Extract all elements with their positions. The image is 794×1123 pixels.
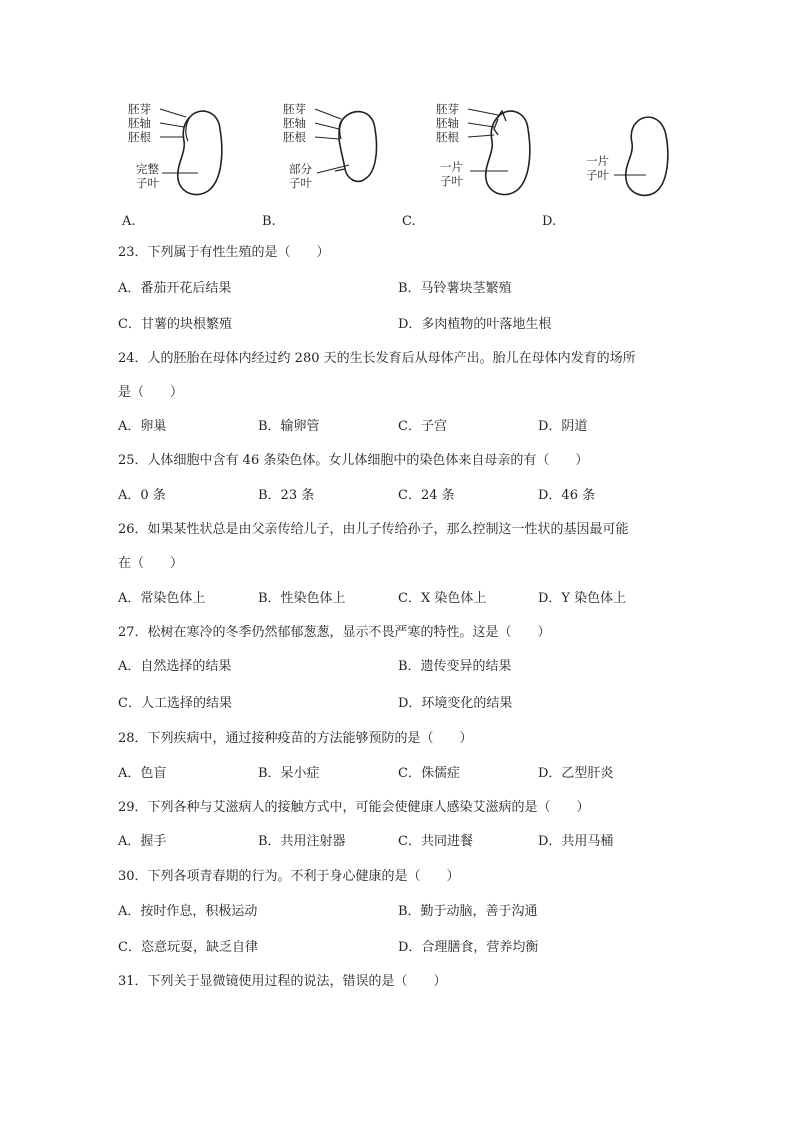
q23-option-b[interactable]: B．马铃薯块茎繁殖: [398, 281, 512, 296]
figure-option-c[interactable]: C.: [402, 214, 416, 229]
figure-option-d[interactable]: D.: [542, 214, 557, 229]
q27-option-a[interactable]: A．自然选择的结果: [118, 659, 232, 674]
label-hypocotyl: 胚轴: [283, 116, 306, 130]
label-plumule: 胚芽: [436, 102, 459, 116]
q29-option-c[interactable]: C．共同进餐: [398, 834, 473, 849]
question-31-stem: 31．下列关于显微镜使用过程的说法，错误的是（ ）: [118, 974, 447, 989]
q24-option-c[interactable]: C．子宫: [398, 419, 447, 434]
label-hypocotyl: 胚轴: [436, 116, 459, 130]
figure-option-b[interactable]: B.: [262, 214, 276, 229]
q27-option-d[interactable]: D．环境变化的结果: [398, 696, 513, 711]
q29-option-b[interactable]: B．共用注射器: [258, 834, 346, 849]
label-radicle: 胚根: [436, 130, 459, 144]
q30-option-b[interactable]: B．勤于动脑，善于沟通: [398, 904, 538, 919]
label-cotyledon-bottom: 子叶: [136, 176, 159, 190]
figure-c: [436, 95, 576, 205]
q23-option-d[interactable]: D．多肉植物的叶落地生根: [398, 317, 552, 332]
question-24-stem: 24．人的胚胎在母体内经过约 280 天的生长发育后从母体产出。胎儿在母体内发育的场所: [118, 351, 636, 366]
q25-option-a[interactable]: A．0 条: [118, 488, 166, 503]
figure-a: [128, 95, 268, 205]
question-25-stem: 25．人体细胞中含有 46 条染色体。女儿体细胞中的染色体来自母亲的有（ ）: [118, 453, 589, 468]
question-27-stem: 27．松树在寒冷的冬季仍然郁郁葱葱，显示不畏严寒的特性。这是（ ）: [118, 625, 551, 640]
question-23-stem: 23．下列属于有性生殖的是（ ）: [118, 245, 330, 260]
figure-d: [586, 95, 726, 205]
q26-option-b[interactable]: B．性染色体上: [258, 591, 346, 606]
question-30-stem: 30．下列各项青春期的行为。不利于身心健康的是（ ）: [118, 869, 460, 884]
q24-option-a[interactable]: A．卵巢: [118, 419, 167, 434]
question-26-stem: 26．如果某性状总是由父亲传给儿子，由儿子传给孙子，那么控制这一性状的基因最可能: [118, 522, 629, 537]
seed-figure-row: [118, 95, 678, 205]
q26-option-a[interactable]: A．常染色体上: [118, 591, 206, 606]
label-plumule: 胚芽: [128, 102, 151, 116]
label-cotyledon-top: 部分: [289, 162, 312, 176]
q25-option-b[interactable]: B．23 条: [258, 488, 315, 503]
q29-option-a[interactable]: A．握手: [118, 834, 167, 849]
q28-option-b[interactable]: B．呆小症: [258, 766, 320, 781]
question-29-stem: 29．下列各种与艾滋病人的接触方式中，可能会使健康人感染艾滋病的是（ ）: [118, 800, 590, 815]
q28-option-c[interactable]: C．侏儒症: [398, 766, 460, 781]
figure-option-letters: [118, 214, 678, 232]
q30-option-d[interactable]: D．合理膳食，营养均衡: [398, 940, 539, 955]
label-radicle: 胚根: [128, 130, 151, 144]
figure-b: [283, 95, 423, 205]
question-24-stem-cont: 是（ ）: [118, 385, 184, 400]
label-cotyledon-bottom: 子叶: [586, 168, 609, 182]
label-cotyledon-bottom: 子叶: [440, 174, 463, 188]
question-26-stem-cont: 在（ ）: [118, 556, 184, 571]
q24-option-b[interactable]: B．输卵管: [258, 419, 320, 434]
label-cotyledon-top: 完整: [136, 162, 159, 176]
q30-option-c[interactable]: C．恣意玩耍，缺乏自律: [118, 940, 258, 955]
label-cotyledon-top: 一片: [586, 154, 609, 168]
q27-option-b[interactable]: B．遗传变异的结果: [398, 659, 512, 674]
q26-option-c[interactable]: C．X 染色体上: [398, 591, 487, 606]
seed-d-drawing: [586, 95, 686, 205]
question-28-stem: 28．下列疾病中，通过接种疫苗的方法能够预防的是（ ）: [118, 731, 473, 746]
q23-option-a[interactable]: A．番茄开花后结果: [118, 281, 232, 296]
q23-option-c[interactable]: C．甘薯的块根繁殖: [118, 317, 232, 332]
label-cotyledon-top: 一片: [440, 160, 463, 174]
q27-option-c[interactable]: C．人工选择的结果: [118, 696, 232, 711]
q24-option-d[interactable]: D．阴道: [538, 419, 588, 434]
label-cotyledon-bottom: 子叶: [289, 176, 312, 190]
q28-option-a[interactable]: A．色盲: [118, 766, 167, 781]
q30-option-a[interactable]: A．按时作息，积极运动: [118, 904, 258, 919]
figure-option-a[interactable]: A.: [122, 214, 136, 229]
q26-option-d[interactable]: D．Y 染色体上: [538, 591, 627, 606]
label-radicle: 胚根: [283, 130, 306, 144]
q28-option-d[interactable]: D．乙型肝炎: [538, 766, 614, 781]
q25-option-d[interactable]: D．46 条: [538, 488, 596, 503]
label-plumule: 胚芽: [283, 102, 306, 116]
q25-option-c[interactable]: C．24 条: [398, 488, 455, 503]
label-hypocotyl: 胚轴: [128, 116, 151, 130]
q29-option-d[interactable]: D．共用马桶: [538, 834, 614, 849]
